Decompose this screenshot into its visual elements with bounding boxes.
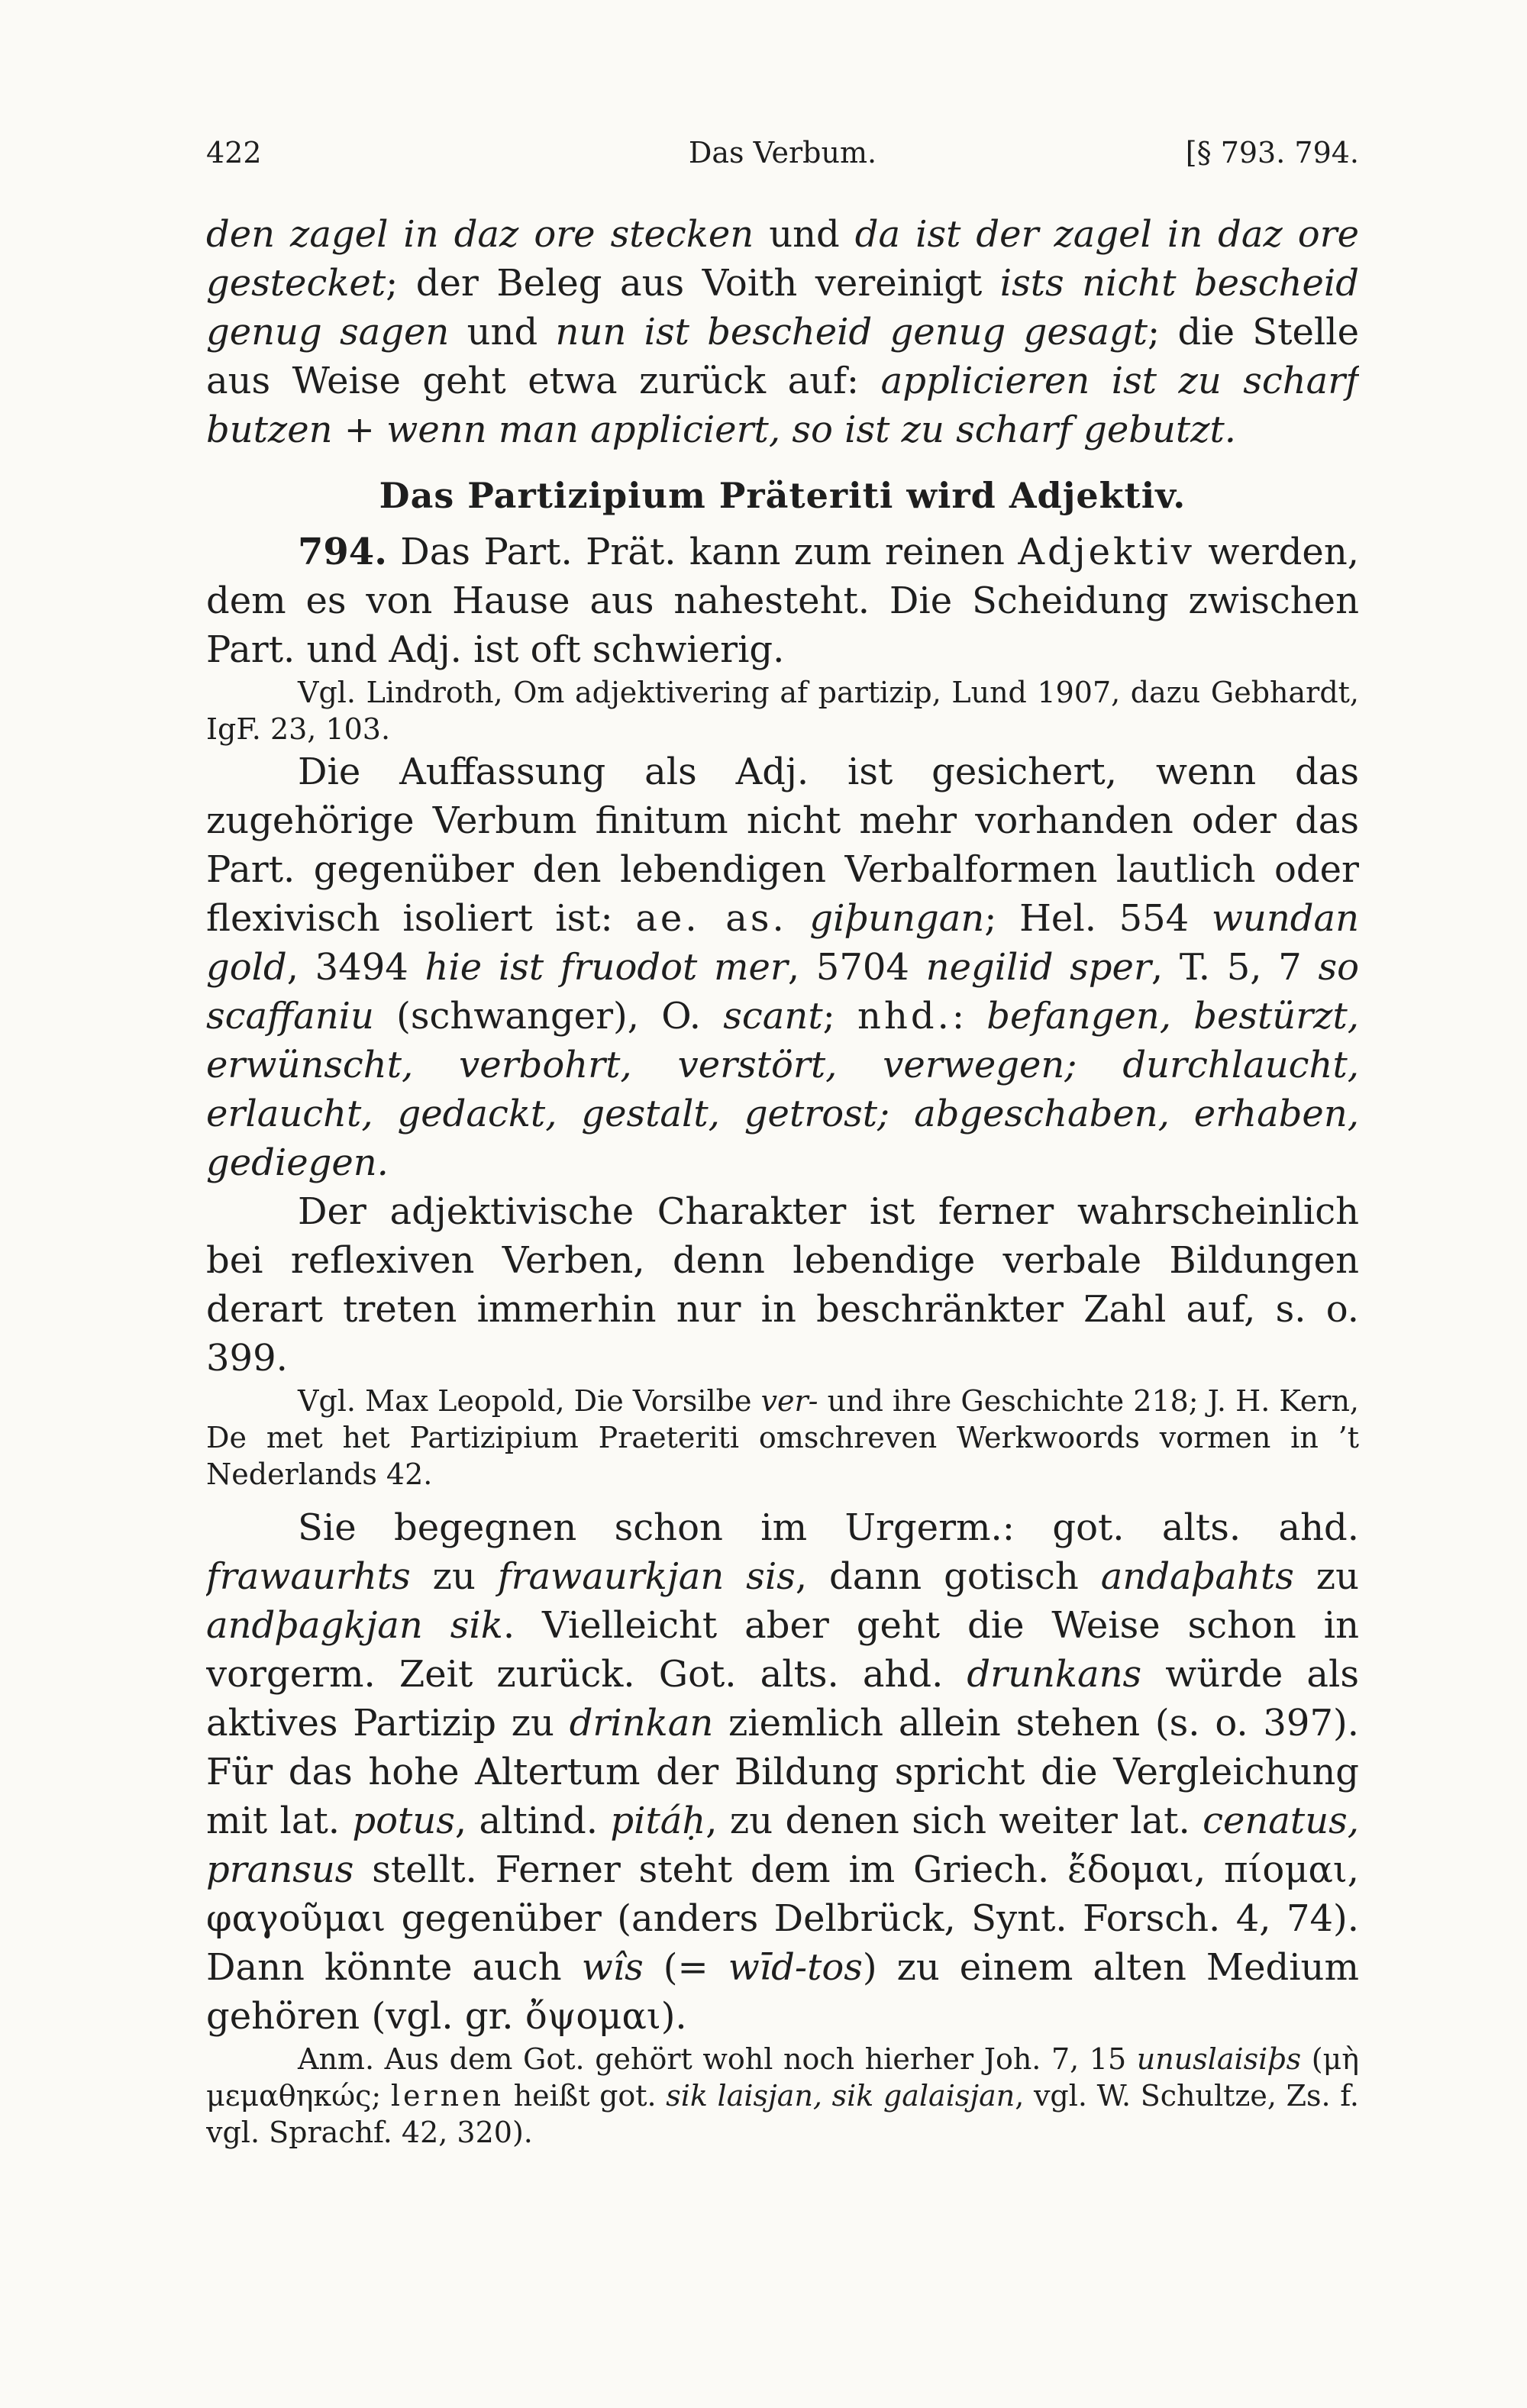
section-heading: Das Partizipium Präteriti wird Adjektiv.	[379, 475, 1186, 516]
running-title: Das Verbum.	[688, 136, 877, 169]
paragraph-urgerm: Sie begegnen schon im Urgerm.: got. alts. ahd. frawaurhts zu frawaurkjan sis, dann gotisch andaþahts zu andþagkjan sik. Vielleicht aber geht die Weise schon in vorgerm. Zeit zurück. Got. alts. ahd. drunkans würde als aktives Partizip zu drinkan ziemlich allein stehen (s. o. 397). Für das hohe Altertum der Bildung spricht die Vergleichung mit lat. potus, altind. pitáḥ, zu denen sich weiter lat. cenatus, pransus stellt. Ferner steht dem im Griech. ἔδομαι, πίομαι, φαγοῦμαι gegenüber (anders Delbrück, Synt. Forsch. 4, 74). Dann könnte auch wîs (= wīd-tos) zu einem alten Medium gehören (vgl. gr. ὄψομαι).	[206, 1506, 1359, 2038]
section-reference: [§ 793. 794.	[1185, 136, 1359, 169]
paragraph-continuation: den zagel in daz ore stecken und da ist der zagel in daz ore gestecket; der Beleg aus Voith vereinigt ists nicht bescheid genug sagen und nun ist bescheid genug gesagt; die Stelle aus Weise geht etwa zurück auf: applicieren ist zu scharf butzen + wenn man appliciert, so ist zu scharf gebutzt.	[206, 213, 1359, 451]
main-text	[206, 210, 1359, 2151]
note-leopold: Vgl. Max Leopold, Die Vorsilbe ver- und ihre Geschichte 218; J. H. Kern, De met het Partizipium Praeteriti omschreven Werkwoords vormen in ’t Nederlands 42.	[206, 1384, 1359, 1491]
paragraph-auffassung: Die Auffassung als Adj. ist gesichert, wenn das zugehörige Verbum finitum nicht mehr vorhanden oder das Part. gegenüber den lebendigen Verbalformen lautlich oder flexivisch isoliert ist: ae. as. giþungan; Hel. 554 wundan gold, 3494 hie ist fruodot mer, 5704 negilid sper, T. 5, 7 so scaffaniu (schwanger), O. scant; nhd.: befangen, bestürzt, erwünscht, verbohrt, verstört, verwegen; durchlaucht, erlaucht, gedackt, gestalt, getrost; abgeschaben, erhaben, gediegen.	[206, 750, 1359, 1184]
running-header	[206, 126, 1359, 179]
paragraph-794: 794. Das Part. Prät. kann zum reinen Adjektiv werden, dem es von Hause aus nahesteht. Die Scheidung zwischen Part. und Adj. ist oft schwierig.	[206, 531, 1359, 671]
note-anm: Anm. Aus dem Got. gehört wohl noch hierher Joh. 7, 15 unuslaisiþs (μὴ μεμαθηκώς; lernen heißt got. sik laisjan, sik galaisjan, vgl. W. Schultze, Zs. f. vgl. Sprachf. 42, 320).	[206, 2042, 1359, 2149]
page	[206, 126, 1359, 2340]
note-lindroth: Vgl. Lindroth, Om adjektivering af partizip, Lund 1907, dazu Gebhardt, IgF. 23, 103.	[206, 676, 1359, 746]
page-number: 422	[206, 136, 262, 169]
paragraph-reflexiv: Der adjektivische Charakter ist ferner wahrscheinlich bei reflexiven Verben, denn lebendige verbale Bildungen derart treten immerhin nur in beschränkter Zahl auf, s. o. 399.	[206, 1190, 1359, 1380]
section-number: 794.	[298, 531, 387, 573]
